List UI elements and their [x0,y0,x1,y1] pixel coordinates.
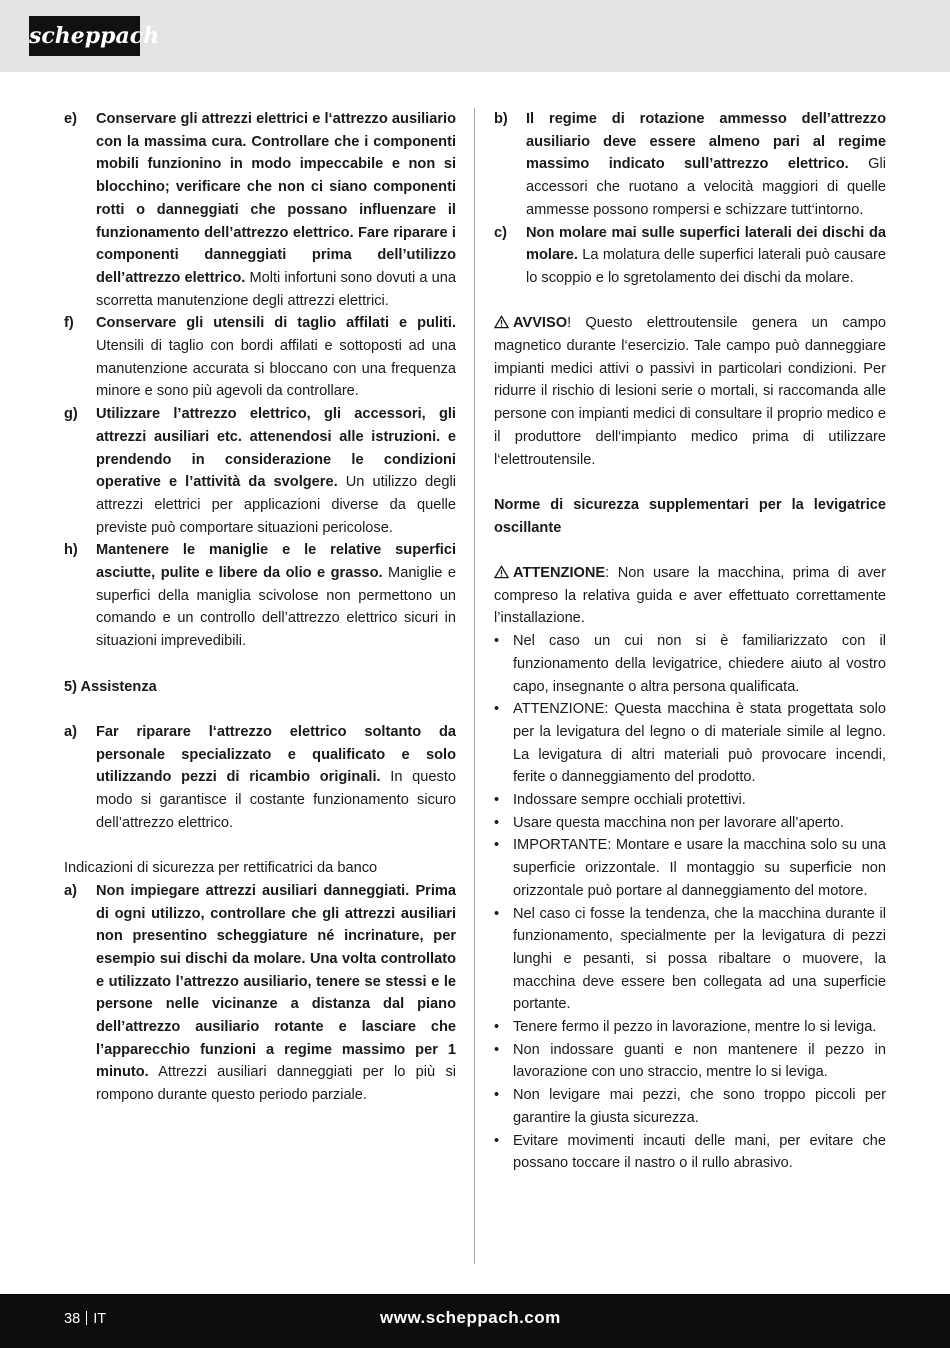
right-column [494,108,886,1175]
item-bold-text: Conservare gli attrezzi elettrici e l‘attrezzo ausiliario con la massima cura. Controllare che i componenti mobili funzionino in modo impeccabile e non si blocchino; verificare che non ci siano componenti rotti o danneggiati che possano influenzare il funzionamento dell’attrezzo elettrico. Fare riparare i componenti danneggiati prima dell’utilizzo dell’attrezzo elettrico. [96,111,456,286]
item-label: b) [494,111,508,127]
item-label: h) [64,542,78,559]
section-title-norme: Norme di sicurezza supplementari per la levigatrice oscillante [494,496,886,536]
item-bold-text: Il regime di rotazione ammesso dell’attrezzo ausiliario deve essere almeno pari al regime massimo indicato sull’attrezzo elettrico. [526,111,886,173]
instruction-f [64,312,456,403]
instruction-b [494,108,886,222]
instruction-h [64,539,456,653]
list-item-text: Usare questa macchina non per lavorare all’aperto. [513,814,844,831]
list-item-text: Indossare sempre occhiali protettivi. [513,792,746,809]
warning-triangle-icon [494,315,509,329]
instruction-a-assistenza [64,721,456,835]
list-item [494,1016,886,1039]
list-item [494,1130,886,1175]
item-text: Maniglie e superfici della maniglia scivolose non permettono un comando e un controllo dell’attrezzo elettrico sicuri in situazioni imprevedibili. [96,565,456,650]
list-item [494,903,886,1017]
instruction-g [64,403,456,539]
bullet-icon: • [494,905,500,922]
item-text: Attrezzi ausiliari danneggiati per lo più si rompono durante questo periodo parziale. [96,1064,456,1104]
website-link[interactable]: www.scheppach.com [380,1308,561,1327]
item-label: f) [64,315,74,332]
bullet-icon: • [494,1041,500,1058]
item-label: g) [64,406,78,423]
bullet-icon: • [494,792,500,809]
list-item-text: Tenere fermo il pezzo in lavorazione, mentre lo si leviga. [513,1019,877,1036]
page-number: 38 [64,1311,81,1327]
item-bold-text: Conservare gli utensili di taglio affilati e puliti. [96,315,456,332]
instruction-e [64,108,456,312]
warning-triangle-icon [494,565,509,579]
item-text: Molti infortuni sono dovuti a una scorretta manutenzione degli attrezzi elettrici. [96,269,456,309]
footer-bar [0,1294,950,1348]
list-item [494,789,886,812]
bullet-icon: • [494,837,500,854]
bullet-icon: • [494,1132,500,1149]
item-text: Utensili di taglio con bordi affilati e sottoposti ad una manutenzione accurata si bloccano con una frequenza minore e sono più agevoli da controllare. [96,338,456,400]
item-bold-text: Far riparare l‘attrezzo elettrico soltanto da personale specializzato e qualificato e solo utilizzando pezzi di ricambio originali. [96,723,456,786]
list-item [494,698,886,789]
item-bold-text: Mantenere le maniglie e le relative superfici asciutte, pulite e libere da olio e grasso. [96,542,456,582]
instruction-a-bench [64,880,456,1107]
warning-text: : Non usare la macchina, prima di aver compreso la relativa guida e aver effettuato correttamente l’installazione. [494,565,886,627]
list-item-text: IMPORTANTE: Montare e usare la macchina solo su una superficie orizzontale. Il montaggio su superficie non orizzontale può portare al danneggiamento del motore. [513,837,886,899]
item-label: c) [494,224,507,241]
item-text: Un utilizzo degli attrezzi elettrici per applicazioni diverse da quelle previste può comportare situazioni pericolose. [96,474,457,536]
section-title-assistenza: 5) Assistenza [64,678,157,695]
warning-avviso [494,312,886,471]
item-label: e) [64,111,77,127]
column-divider [474,108,475,1264]
left-column [64,108,456,1107]
list-item [494,812,886,835]
list-item-text: Evitare movimenti incauti delle mani, per evitare che possano toccare il nastro o il rullo abrasivo. [513,1132,886,1172]
list-item [494,1084,886,1129]
bullet-icon: • [494,633,500,650]
warning-text: ! Questo elettroutensile genera un campo magnetico durante l‘esercizio. Tale campo può danneggiare impianti medici attivi o passivi in particolari condizioni. Per ridurre il rischio di lesioni serie o mortali, si raccomanda alle persone con impianti medici di consultare il proprio medico e il produttore dell‘impianto medico prima di utilizzare l‘elettroutensile. [494,315,886,468]
separator [86,1311,87,1325]
instruction-c [494,222,886,290]
page-indicator [64,1311,106,1327]
list-item-text: Non levigare mai pezzi, che sono troppo piccoli per garantire la giusta sicurezza. [513,1087,886,1126]
brand-logo: scheppach [29,16,140,56]
bullet-icon: • [494,1019,500,1036]
list-item [494,1039,886,1084]
item-bold-text: Non impiegare attrezzi ausiliari danneggiati. Prima di ogni utilizzo, controllare che gli attrezzi ausiliari non presentino scheggiature né incrinature, per esempio sui dischi da molare. Una volta controllato e utilizzato l’attrezzo ausiliario, tenere se stessi e le persone nelle vicinanze a distanza dal piano dell’attrezzo ausiliario rotante e lasciare che l’apparecchio funzioni a regime massimo per 1 minuto. [96,882,456,1081]
bullet-icon: • [494,814,500,831]
list-item-text: Nel caso ci fosse la tendenza, che la macchina durante il funzionamento, specialmente per la levigatura di pezzi lunghi e pesanti, si possa ribaltare o muovere, la macchina deve essere ben collegata ad una superficie portante. [513,905,886,1013]
section-title-bench-grinder: Indicazioni di sicurezza per rettificatrici da banco [64,860,378,877]
warning-label: AVVISO [513,315,568,332]
bullet-icon: • [494,701,500,718]
list-item [494,630,886,698]
list-item-text: ATTENZIONE: Questa macchina è stata progettata solo per la levigatura del legno o di materiale simile al legno. La levigatura di altri materiali può provocare incendi, ferite o danneggiamento del prodotto. [513,701,886,786]
list-item-text: Non indossare guanti e non mantenere il pezzo in lavorazione con uno straccio, mentre lo si leviga. [513,1041,886,1081]
item-text: In questo modo si garantisce il costante funzionamento sicuro dell’attrezzo elettrico. [96,769,456,831]
item-label: a) [64,882,77,899]
item-bold-text: Non molare mai sulle superfici laterali dei dischi da molare. [526,224,886,264]
item-text: La molatura delle superfici laterali può causare lo scoppio e lo sgretolamento dei dischi da molare. [526,247,886,286]
item-label: a) [64,723,77,740]
item-text: Gli accessori che ruotano a velocità maggiori di quelle ammesse possono rompersi e schizzare tutt‘intorno. [526,156,886,218]
item-bold-text: Utilizzare l’attrezzo elettrico, gli accessori, gli attrezzi ausiliari etc. attenendosi alle istruzioni. e prendendo in considerazione le condizioni operative e l’attività da svolgere. [96,406,456,491]
warning-label: ATTENZIONE [513,565,606,582]
bullet-icon: • [494,1087,500,1104]
language-code: IT [93,1311,107,1327]
header-bar [0,0,950,72]
warning-attenzione [494,562,886,630]
list-item-text: Nel caso un cui non si è familiarizzato con il funzionamento della levigatrice, chiedere aiuto al vostro capo, insegnante o altra persona qualificata. [513,633,886,695]
list-item [494,834,886,902]
